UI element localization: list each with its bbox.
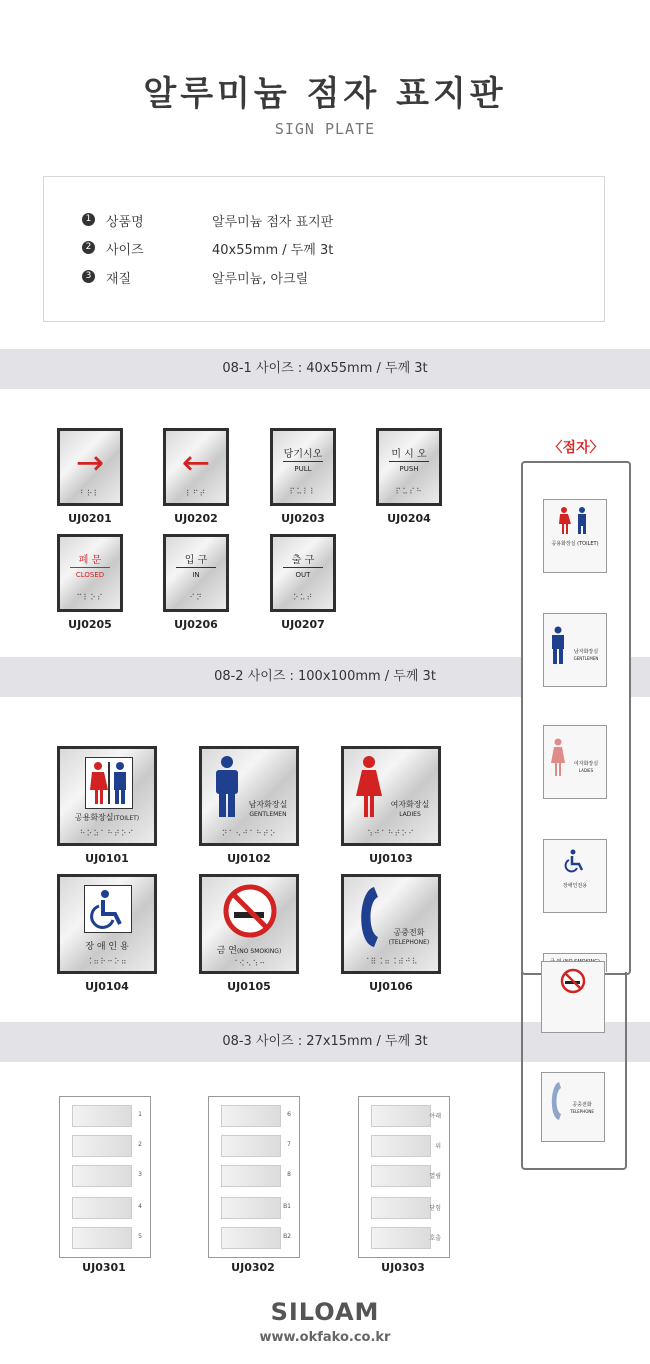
telephone-icon: [354, 885, 380, 949]
plate: [270, 534, 336, 612]
braille-sample-ladies: [543, 725, 607, 799]
strip-label: B1: [283, 1203, 291, 1210]
divider: [283, 461, 323, 462]
plate: [199, 874, 299, 974]
braille-panel: [521, 461, 631, 975]
wheelchair-icon: [562, 848, 588, 874]
man-icon: [550, 626, 566, 664]
strip-cell: [72, 1105, 132, 1127]
product-uj0301[interactable]: [59, 1096, 151, 1276]
braille-sample-toilet: [543, 499, 607, 573]
page-subtitle: SIGN PLATE: [274, 120, 376, 138]
strip-cell: [72, 1165, 132, 1187]
page-title: 알루미늄 점자 표지판: [143, 74, 507, 114]
product-code: UJ0204: [387, 512, 431, 525]
toilet-icon: [554, 506, 594, 536]
product-uj0206[interactable]: [163, 534, 229, 644]
product-uj0303[interactable]: [358, 1096, 450, 1276]
strip-label: 7: [287, 1141, 291, 1148]
plate-text: 입 구: [184, 555, 208, 566]
plate-text: 공중전화: [393, 928, 425, 937]
footer-url[interactable]: www.okfako.co.kr: [259, 1330, 391, 1345]
strip-label: 아래: [429, 1113, 441, 1120]
braille-dots: ⠇⠋⠞: [185, 489, 207, 498]
section-band-08-2: 08-2 사이즈 : 100x100mm / 두께 3t: [0, 657, 650, 697]
plate-text: 미 시 오: [391, 449, 427, 460]
product-uj0203[interactable]: [270, 428, 336, 538]
sample-sublabel: LADIES: [578, 768, 594, 773]
strip-cell: [221, 1105, 281, 1127]
strip-cell: [72, 1197, 132, 1219]
product-code: UJ0103: [369, 852, 413, 865]
spec-number: 3: [82, 270, 95, 283]
strip-cell: [371, 1165, 431, 1187]
braille-dots: ⠝⠁⠢⠚⠁⠓⠞⠕: [221, 829, 277, 838]
plate-subtext: PUSH: [399, 465, 419, 473]
plate-text: 출 구: [291, 555, 315, 566]
divider: [283, 567, 323, 568]
braille-dots: ⠊⠝: [189, 593, 203, 602]
section-band-08-1: 08-1 사이즈 : 40x55mm / 두께 3t: [0, 349, 650, 389]
product-code: UJ0201: [68, 512, 112, 525]
plate-subtext: OUT: [295, 571, 311, 579]
strip-label: 2: [138, 1141, 142, 1148]
strip-label: 8: [287, 1171, 291, 1178]
strip-label: 위: [435, 1143, 441, 1150]
plate-text: 당기시오: [283, 449, 323, 460]
product-code: UJ0104: [85, 980, 129, 993]
plate-subtext: GENTLEMEN: [249, 811, 287, 818]
strip-cell: [221, 1165, 281, 1187]
plate: [341, 746, 441, 846]
spec-box: [43, 176, 605, 322]
product-uj0103[interactable]: [341, 746, 441, 866]
product-uj0105[interactable]: [199, 874, 299, 994]
product-uj0104[interactable]: [57, 874, 157, 994]
arrow-right-icon: →: [75, 443, 105, 483]
spec-value: 알루미늄, 아크릴: [212, 272, 309, 287]
spec-label: 재질: [106, 272, 132, 287]
sample-label: 공중전화: [572, 1102, 592, 1108]
product-code: UJ0203: [281, 512, 325, 525]
strip-cell: [221, 1135, 281, 1157]
strip-cell: [371, 1105, 431, 1127]
sample-label: 장애인전용: [562, 883, 588, 889]
plate-subtext: LADIES: [399, 811, 421, 818]
strip-label: 닫힘: [429, 1205, 441, 1212]
plate-text: 금 연(NO SMOKING): [216, 946, 282, 956]
braille-sample-accessible: [543, 839, 607, 913]
braille-panel-lower-frame: [521, 972, 627, 1170]
plate: [376, 428, 442, 506]
braille-sample-gentlemen: [543, 613, 607, 687]
product-uj0205[interactable]: [57, 534, 123, 644]
spec-number: 2: [82, 241, 95, 254]
strip-label: 열림: [429, 1173, 441, 1180]
product-uj0102[interactable]: [199, 746, 299, 866]
plate: [163, 428, 229, 506]
toilet-icon: [85, 757, 133, 809]
sample-sublabel: TELEPHONE: [570, 1109, 594, 1114]
spec-value: 40x55mm / 두께 3t: [212, 243, 334, 258]
strip-cell: [371, 1197, 431, 1219]
plate-text: 남자화장실: [248, 800, 288, 809]
sample-label: 남자화장실: [573, 649, 599, 655]
no-smoking-icon: [222, 883, 278, 939]
plate-subtext: CLOSED: [75, 571, 105, 579]
strip-cell: [221, 1227, 281, 1249]
sample-label: 공용화장실 (TOILET): [551, 541, 599, 547]
plate-text: 장 애 인 용: [85, 942, 129, 952]
divider: [70, 567, 110, 568]
braille-dots: ⠓⠕⠵⠁⠓⠞⠕⠊: [79, 829, 135, 838]
strip-cell: [221, 1197, 281, 1219]
divider: [176, 567, 216, 568]
product-uj0106[interactable]: [341, 874, 441, 994]
strip-label: 1: [138, 1111, 142, 1118]
braille-dots: ⠱⠚⠁⠓⠞⠕⠊: [366, 829, 415, 838]
product-uj0204[interactable]: [376, 428, 442, 538]
product-code: UJ0102: [227, 852, 271, 865]
product-code: UJ0206: [174, 618, 218, 631]
plate-text: 공용화장실(TOILET): [74, 813, 140, 822]
plate: [270, 428, 336, 506]
divider: [389, 461, 429, 462]
spec-label: 상품명: [106, 215, 144, 230]
strip-label: 호출: [429, 1235, 441, 1242]
product-uj0202[interactable]: [163, 428, 229, 538]
product-code: UJ0202: [174, 512, 218, 525]
strip-label: 6: [287, 1111, 291, 1118]
spec-value: 알루미늄 점자 표지판: [212, 215, 334, 230]
woman-icon: [550, 738, 566, 776]
plate-text: 폐 문: [78, 555, 102, 566]
sample-sublabel: GENTLEMEN: [573, 656, 599, 661]
plate-subtext: PULL: [294, 465, 312, 473]
product-code: UJ0207: [281, 618, 325, 631]
product-code: UJ0105: [227, 980, 271, 993]
product-code: UJ0301: [82, 1261, 126, 1274]
strip-plate: [358, 1096, 450, 1258]
plate: [57, 874, 157, 974]
plate: [57, 746, 157, 846]
section-band-08-3: 08-3 사이즈 : 27x15mm / 두께 3t: [0, 1022, 650, 1062]
strip-label: 4: [138, 1203, 142, 1210]
braille-dots: ⠏⠥⠇⠇: [289, 487, 317, 496]
braille-dots: ⠈⠿⠨⠶⠨⠾⠚⠧: [363, 957, 419, 966]
braille-panel-title: 〈점자〉: [548, 440, 604, 456]
product-code: UJ0205: [68, 618, 112, 631]
strip-label: B2: [283, 1233, 291, 1240]
plate: [163, 534, 229, 612]
plate-subtext: IN: [192, 571, 200, 579]
product-uj0201[interactable]: [57, 428, 123, 538]
footer-brand: SILOAM: [270, 1298, 380, 1326]
plate: [341, 874, 441, 974]
product-uj0101[interactable]: [57, 746, 157, 866]
wheelchair-icon: [84, 885, 132, 933]
product-code: UJ0106: [369, 980, 413, 993]
braille-dots: ⠏⠥⠎⠓: [395, 487, 423, 496]
strip-cell: [72, 1227, 132, 1249]
arrow-left-icon: ←: [181, 443, 211, 483]
strip-cell: [72, 1135, 132, 1157]
braille-dots: ⠃⠗⠇: [79, 489, 101, 498]
plate: [57, 428, 123, 506]
product-uj0302[interactable]: [208, 1096, 300, 1276]
product-uj0207[interactable]: [270, 534, 336, 644]
sample-label: 여자화장실: [573, 761, 599, 767]
plate-subtext: (TELEPHONE): [388, 939, 430, 946]
spec-number: 1: [82, 213, 95, 226]
braille-dots: ⠈⠪⠢⠱⠒: [231, 959, 267, 968]
spec-label: 사이즈: [106, 243, 144, 258]
plate-text: 여자화장실: [390, 800, 430, 809]
plate: [199, 746, 299, 846]
strip-cell: [371, 1227, 431, 1249]
strip-plate: [59, 1096, 151, 1258]
braille-dots: ⠨⠶⠗⠒⠕⠶: [86, 957, 128, 966]
strip-cell: [371, 1135, 431, 1157]
product-code: UJ0303: [381, 1261, 425, 1274]
strip-label: 3: [138, 1171, 142, 1178]
braille-dots: ⠉⠇⠕⠎: [76, 593, 104, 602]
strip-label: 5: [138, 1233, 142, 1240]
product-code: UJ0302: [231, 1261, 275, 1274]
product-code: UJ0101: [85, 852, 129, 865]
braille-dots: ⠕⠥⠞: [292, 593, 314, 602]
strip-plate: [208, 1096, 300, 1258]
plate: [57, 534, 123, 612]
